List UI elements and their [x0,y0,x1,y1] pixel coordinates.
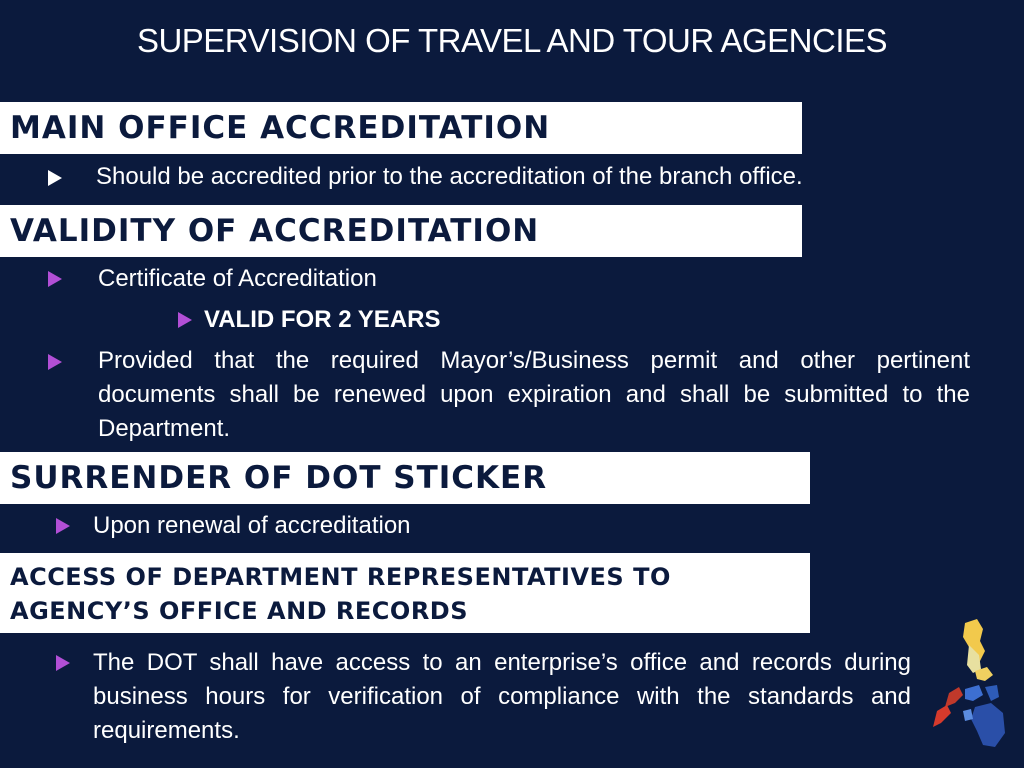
section-heading-main-office: MAIN OFFICE ACCREDITATION [0,102,802,154]
slide-title: SUPERVISION OF TRAVEL AND TOUR AGENCIES [136,22,888,59]
section-heading-access [0,553,810,633]
bullet-text: Certificate of Accreditation [98,265,377,292]
arrow-bullet-icon [48,355,62,373]
arrow-bullet-icon [48,272,62,290]
section-heading-validity: VALIDITY OF ACCREDITATION [0,205,802,257]
sub-bullet-text: VALID FOR 2 YEARS [204,306,441,333]
section-heading-dot-sticker: SURRENDER OF DOT STICKER [0,452,810,504]
heading-line-1: ACCESS OF DEPARTMENT REPRESENTATIVES TO [10,563,671,591]
arrow-bullet-icon [56,519,70,537]
bullet-text: Should be accredited prior to the accreditation of the branch office. [96,163,803,190]
heading-line-2: AGENCY’S OFFICE AND RECORDS [10,597,469,625]
bullet-text: The DOT shall have access to an enterprise’s office and records during business hours for verification of compliance with the standards and requirements. [93,649,911,744]
bullet-text: Provided that the required Mayor’s/Business permit and other pertinent documents shall be renewed upon expiration and shall be submitted to the Department. [98,347,970,442]
bullet-text: Upon renewal of accreditation [93,512,411,539]
arrow-bullet-icon [56,656,70,674]
arrow-bullet-icon [178,313,192,331]
arrow-bullet-icon [48,171,62,189]
philippines-map-icon [925,615,1024,765]
